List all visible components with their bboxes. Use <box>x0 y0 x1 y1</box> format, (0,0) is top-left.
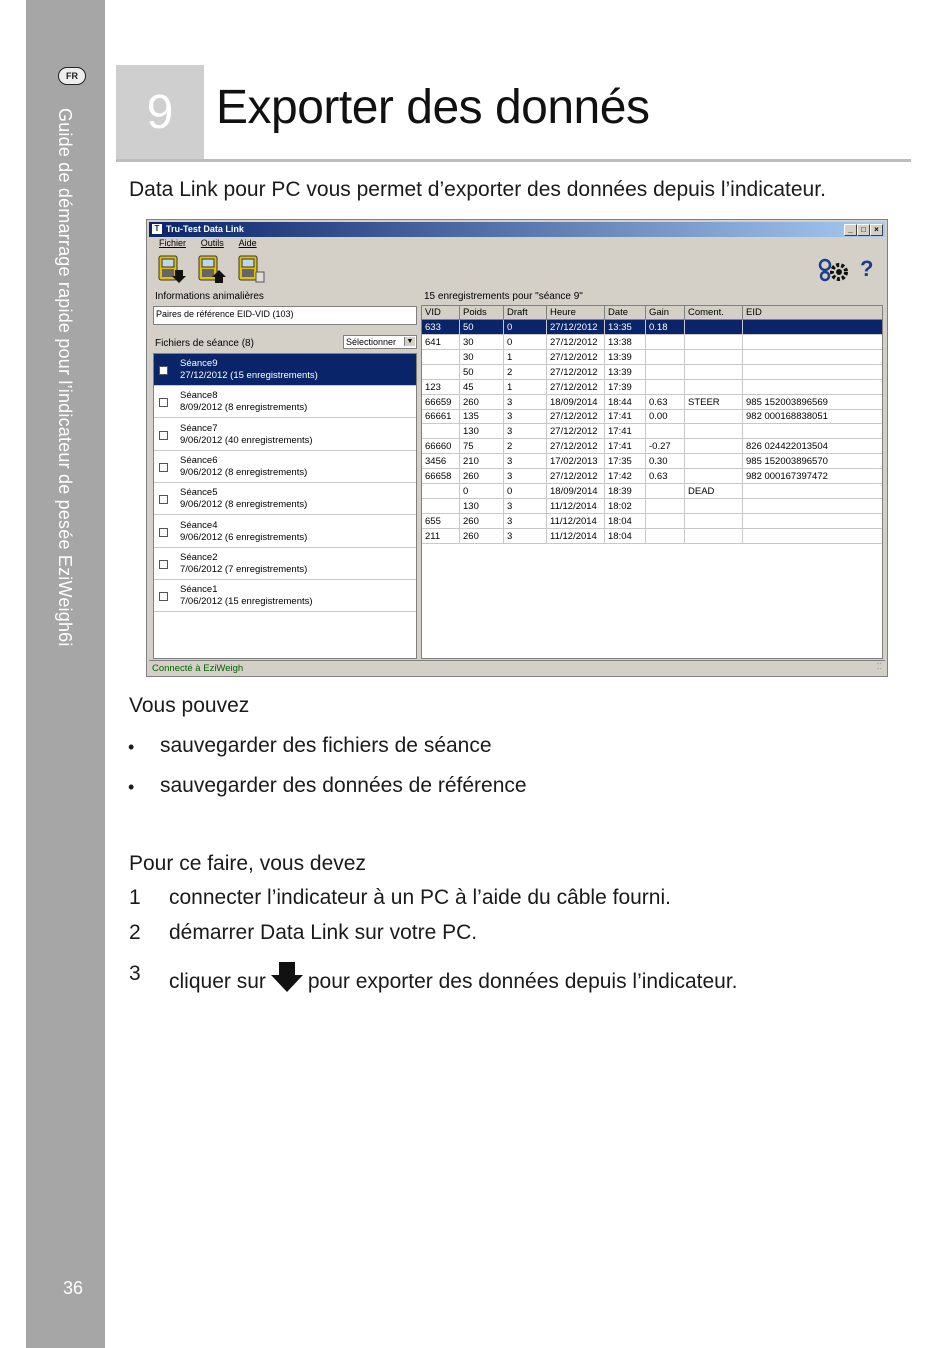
table-cell[interactable] <box>422 484 460 499</box>
table-cell[interactable]: 27/12/2012 <box>547 439 605 454</box>
table-cell[interactable] <box>685 454 743 469</box>
table-cell[interactable]: 3 <box>504 424 547 439</box>
table-cell[interactable]: 17:41 <box>605 424 646 439</box>
table-cell[interactable]: 0.18 <box>646 320 685 335</box>
table-cell[interactable] <box>685 439 743 454</box>
table-cell[interactable]: 17:42 <box>605 469 646 484</box>
table-cell[interactable]: 123 <box>422 380 460 395</box>
session-checkbox[interactable] <box>159 528 168 537</box>
session-select[interactable] <box>343 335 417 349</box>
you-can-text: Vous pouvez <box>129 694 250 717</box>
table-cell[interactable] <box>685 365 743 380</box>
session-name: Séance9 <box>180 358 218 369</box>
export-from-indicator-icon[interactable] <box>155 254 187 284</box>
table-cell[interactable] <box>685 409 743 424</box>
table-cell[interactable]: 18:39 <box>605 484 646 499</box>
column-header[interactable]: Gain <box>646 306 685 320</box>
settings-icon[interactable] <box>817 256 849 284</box>
resize-grip[interactable]: ⁚⁚ <box>876 662 882 671</box>
table-cell[interactable] <box>646 365 685 380</box>
session-name: Séance1 <box>180 584 218 596</box>
connection-status: Connecté à EziWeigh <box>152 663 244 674</box>
table-cell[interactable]: 3 <box>504 454 547 469</box>
step-text-before: cliquer sur <box>169 970 266 993</box>
table-cell[interactable]: 17/02/2013 <box>547 454 605 469</box>
table-cell[interactable] <box>685 350 743 365</box>
session-checkbox[interactable] <box>159 495 168 504</box>
table-cell[interactable]: 210 <box>460 454 504 469</box>
data-link-window <box>146 219 888 677</box>
table-cell[interactable]: 3 <box>504 514 547 529</box>
table-cell[interactable]: 50 <box>460 320 504 335</box>
table-cell[interactable]: 130 <box>460 499 504 514</box>
table-cell[interactable] <box>743 320 883 335</box>
table-cell[interactable]: 13:38 <box>605 335 646 350</box>
column-header[interactable]: Heure <box>547 306 605 320</box>
table-cell[interactable]: 75 <box>460 439 504 454</box>
session-detail: 7/06/2012 (15 enregistrements) <box>180 596 313 608</box>
table-cell[interactable]: 11/12/2014 <box>547 514 605 529</box>
session-item[interactable] <box>154 386 416 418</box>
table-cell[interactable]: 45 <box>460 380 504 395</box>
chevron-down-icon: ▼ <box>404 337 415 346</box>
table-cell[interactable] <box>685 499 743 514</box>
bullet-marker: • <box>128 777 135 797</box>
table-cell[interactable] <box>685 424 743 439</box>
table-cell[interactable]: 0 <box>504 320 547 335</box>
table-cell[interactable]: 27/12/2012 <box>547 335 605 350</box>
column-header[interactable]: Date <box>605 306 646 320</box>
session-item[interactable] <box>154 419 416 451</box>
session-detail: 7/06/2012 (7 enregistrements) <box>180 563 308 575</box>
table-cell[interactable]: 66659 <box>422 395 460 410</box>
animal-info-field[interactable]: Paires de référence EID-VID (103) <box>153 306 417 325</box>
table-cell[interactable]: 0.30 <box>646 454 685 469</box>
step-text: connecter l’indicateur à un PC à l’aide du câble fourni. <box>169 886 671 909</box>
table-cell[interactable]: 13:35 <box>605 320 646 335</box>
maximize-button[interactable]: □ <box>857 224 870 236</box>
session-item[interactable] <box>154 354 416 386</box>
step-text-after: pour exporter des données depuis l’indicateur. <box>307 970 738 993</box>
table-cell[interactable]: 11/12/2014 <box>547 529 605 544</box>
table-cell[interactable]: 135 <box>460 409 504 424</box>
table-cell[interactable]: 27/12/2012 <box>547 424 605 439</box>
table-cell[interactable]: 260 <box>460 395 504 410</box>
table-cell[interactable]: 17:41 <box>605 439 646 454</box>
table-cell[interactable] <box>646 424 685 439</box>
animal-info-label: Informations animalières <box>155 291 264 302</box>
table-cell[interactable]: 982 000168838051 <box>743 409 883 424</box>
session-select-value: Sélectionner <box>346 337 397 347</box>
bullet-item: sauvegarder des fichiers de séance <box>160 734 492 757</box>
table-cell[interactable]: 18:04 <box>605 514 646 529</box>
table-cell[interactable]: 27/12/2012 <box>547 350 605 365</box>
table-cell[interactable]: 633 <box>422 320 460 335</box>
table-cell[interactable]: 3 <box>504 499 547 514</box>
table-cell[interactable]: 27/12/2012 <box>547 365 605 380</box>
table-cell[interactable]: 66658 <box>422 469 460 484</box>
session-list <box>153 353 417 659</box>
window-titlebar <box>149 222 885 237</box>
table-cell[interactable]: 130 <box>460 424 504 439</box>
export-arrow-icon <box>270 962 304 992</box>
table-cell[interactable]: 3 <box>504 409 547 424</box>
language-badge: FR <box>58 67 86 85</box>
table-cell[interactable] <box>422 499 460 514</box>
table-cell[interactable]: STEER <box>685 395 743 410</box>
table-cell[interactable]: -0.27 <box>646 439 685 454</box>
table-cell[interactable]: 18:04 <box>605 529 646 544</box>
table-cell[interactable]: 1 <box>504 380 547 395</box>
table-cell[interactable]: 13:39 <box>605 350 646 365</box>
table-cell[interactable]: 11/12/2014 <box>547 499 605 514</box>
table-cell[interactable] <box>743 365 883 380</box>
session-name: Séance6 <box>180 454 218 466</box>
table-cell[interactable] <box>422 350 460 365</box>
table-cell[interactable]: 211 <box>422 529 460 544</box>
menu-bar <box>159 238 269 252</box>
window-title: Tru-Test Data Link <box>166 224 244 234</box>
vertical-guide-title: Guide de démarrage rapide pour l’indicateur de pesée EziWeigh6i <box>55 108 75 647</box>
minimize-button[interactable]: _ <box>844 224 857 236</box>
column-header[interactable]: Draft <box>504 306 547 320</box>
session-item[interactable] <box>154 451 416 483</box>
table-cell[interactable]: 27/12/2012 <box>547 380 605 395</box>
table-cell[interactable]: 0.00 <box>646 409 685 424</box>
table-cell[interactable] <box>646 529 685 544</box>
table-cell[interactable]: 1 <box>504 350 547 365</box>
table-cell[interactable] <box>743 499 883 514</box>
session-name: Séance8 <box>180 390 218 402</box>
table-cell[interactable] <box>743 335 883 350</box>
table-cell[interactable]: 30 <box>460 350 504 365</box>
table-cell[interactable]: 3 <box>504 395 547 410</box>
table-cell[interactable]: 66660 <box>422 439 460 454</box>
table-cell[interactable]: 260 <box>460 514 504 529</box>
session-name: Séance5 <box>180 487 218 499</box>
session-detail: 9/06/2012 (8 enregistrements) <box>180 499 308 511</box>
table-cell[interactable]: 18/09/2014 <box>547 395 605 410</box>
table-cell[interactable]: 3456 <box>422 454 460 469</box>
session-detail: 8/09/2012 (8 enregistrements) <box>180 402 308 414</box>
app-logo-icon: T <box>152 224 162 234</box>
to-do-text: Pour ce faire, vous devez <box>129 852 366 875</box>
table-cell[interactable]: 50 <box>460 365 504 380</box>
session-detail: 9/06/2012 (8 enregistrements) <box>180 466 308 478</box>
section-title: Exporter des donnés <box>216 81 650 134</box>
table-cell[interactable] <box>646 350 685 365</box>
table-cell[interactable]: 641 <box>422 335 460 350</box>
session-name: Séance2 <box>180 551 218 563</box>
table-cell[interactable]: 826 024422013504 <box>743 439 883 454</box>
session-name: Séance4 <box>180 519 218 531</box>
page-number: 36 <box>62 1278 84 1298</box>
table-cell[interactable] <box>743 424 883 439</box>
table-cell[interactable]: 17:35 <box>605 454 646 469</box>
session-item[interactable] <box>154 516 416 548</box>
table-cell[interactable] <box>646 514 685 529</box>
table-cell[interactable]: 0.63 <box>646 469 685 484</box>
table-cell[interactable] <box>422 365 460 380</box>
table-cell[interactable] <box>743 514 883 529</box>
bullet-item: sauvegarder des données de référence <box>160 774 527 797</box>
table-cell[interactable] <box>685 320 743 335</box>
table-cell[interactable]: 3 <box>504 469 547 484</box>
close-button[interactable]: × <box>870 224 883 236</box>
session-name: Séance7 <box>180 422 218 434</box>
table-cell[interactable]: 18/09/2014 <box>547 484 605 499</box>
table-cell[interactable] <box>685 380 743 395</box>
intro-text: Data Link pour PC vous permet d’exporter des données depuis l’indicateur. <box>129 178 826 201</box>
table-cell[interactable]: 2 <box>504 439 547 454</box>
column-header[interactable]: Coment. <box>685 306 743 320</box>
table-cell[interactable]: 985 152003896570 <box>743 454 883 469</box>
table-cell[interactable]: 0 <box>504 335 547 350</box>
session-checkbox[interactable] <box>159 592 168 601</box>
table-cell[interactable]: 17:41 <box>605 409 646 424</box>
session-checkbox[interactable] <box>159 366 168 375</box>
menu-outils[interactable]: Outils <box>200 238 224 248</box>
records-label: 15 enregistrements pour "séance 9" <box>424 291 583 302</box>
column-header[interactable]: EID <box>743 306 883 320</box>
step-number: 2 <box>129 921 141 944</box>
column-header[interactable]: VID <box>422 306 460 320</box>
table-cell[interactable] <box>646 335 685 350</box>
table-cell[interactable] <box>685 469 743 484</box>
table-cell[interactable] <box>685 514 743 529</box>
table-cell[interactable]: 3 <box>504 529 547 544</box>
table-cell[interactable]: 66661 <box>422 409 460 424</box>
upload-to-indicator-icon[interactable] <box>195 254 227 284</box>
session-detail: 9/06/2012 (40 enregistrements) <box>180 434 313 446</box>
table-cell[interactable] <box>685 529 743 544</box>
table-cell[interactable] <box>743 484 883 499</box>
column-header[interactable]: Poids <box>460 306 504 320</box>
bullet-marker: • <box>128 737 135 757</box>
session-item[interactable] <box>154 548 416 580</box>
session-item[interactable] <box>154 483 416 515</box>
table-cell[interactable] <box>743 380 883 395</box>
status-bar <box>149 660 885 674</box>
session-detail: 27/12/2012 (15 enregistrements) <box>180 370 318 381</box>
table-cell[interactable] <box>422 424 460 439</box>
section-number: 9 <box>116 65 204 161</box>
table-cell[interactable]: 18:02 <box>605 499 646 514</box>
table-cell[interactable] <box>646 484 685 499</box>
session-detail: 9/06/2012 (6 enregistrements) <box>180 531 308 543</box>
table-cell[interactable] <box>646 499 685 514</box>
table-cell[interactable] <box>743 529 883 544</box>
menu-aide[interactable]: Aide <box>238 238 257 248</box>
table-cell[interactable]: 982 000167397472 <box>743 469 883 484</box>
table-cell[interactable] <box>646 380 685 395</box>
table-cell[interactable]: 0.63 <box>646 395 685 410</box>
table-cell[interactable]: 655 <box>422 514 460 529</box>
session-checkbox[interactable] <box>159 398 168 407</box>
menu-fichier[interactable]: Fichier <box>159 238 187 248</box>
heading-rule <box>116 159 911 162</box>
table-cell[interactable]: 27/12/2012 <box>547 409 605 424</box>
step-text <box>169 962 738 994</box>
table-cell[interactable]: 260 <box>460 529 504 544</box>
table-cell[interactable]: 260 <box>460 469 504 484</box>
delete-from-indicator-icon[interactable] <box>235 254 267 284</box>
step-text: démarrer Data Link sur votre PC. <box>169 921 478 944</box>
table-cell[interactable]: 27/12/2012 <box>547 469 605 484</box>
step-number: 1 <box>129 886 141 909</box>
table-cell[interactable] <box>685 335 743 350</box>
table-cell[interactable] <box>743 350 883 365</box>
table-cell[interactable]: 0 <box>460 484 504 499</box>
table-cell[interactable]: DEAD <box>685 484 743 499</box>
table-cell[interactable]: 30 <box>460 335 504 350</box>
session-checkbox[interactable] <box>159 431 168 440</box>
help-icon[interactable]: ? <box>860 256 874 281</box>
table-cell[interactable]: 27/12/2012 <box>547 320 605 335</box>
table-cell[interactable]: 0 <box>504 484 547 499</box>
session-checkbox[interactable] <box>159 463 168 472</box>
step-number: 3 <box>129 962 141 985</box>
table-cell[interactable]: 17:39 <box>605 380 646 395</box>
records-table <box>421 305 883 659</box>
table-cell[interactable]: 2 <box>504 365 547 380</box>
table-cell[interactable]: 18:44 <box>605 395 646 410</box>
session-files-label: Fichiers de séance (8) <box>155 338 254 349</box>
session-checkbox[interactable] <box>159 560 168 569</box>
table-cell[interactable]: 13:39 <box>605 365 646 380</box>
session-item[interactable] <box>154 580 416 612</box>
table-cell[interactable]: 985 152003896569 <box>743 395 883 410</box>
